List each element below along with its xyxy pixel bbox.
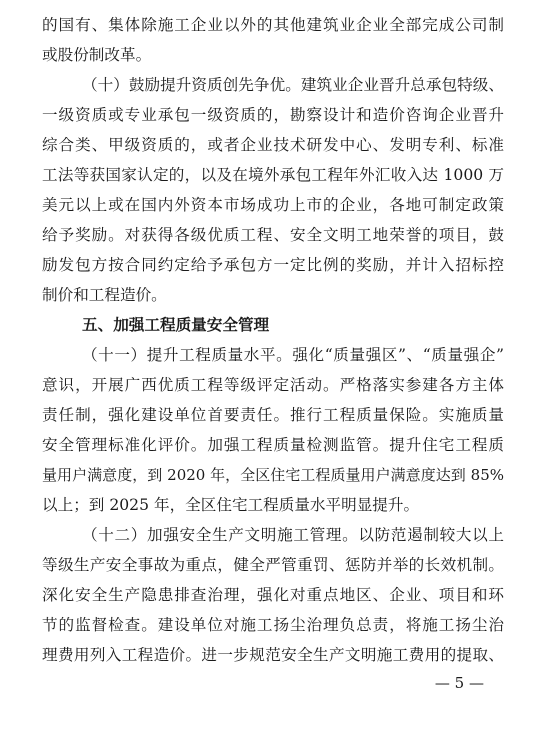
- text-line: 制价和工程造价。: [42, 286, 167, 304]
- section-heading: 五、加强工程质量安全管理: [82, 316, 270, 334]
- text-line: 或股份制改革。: [42, 46, 152, 64]
- text-line: 等级生产安全事故为重点，健全严管重罚、惩防并举的长效机制。: [42, 556, 504, 574]
- text-line: 安全管理标准化评价。加强工程质量检测监管。提升住宅工程质: [42, 436, 504, 454]
- text-line: 意识，开展广西优质工程等级评定活动。严格落实参建各方主体: [42, 376, 504, 394]
- text-line: 深化安全生产隐患排查治理，强化对重点地区、企业、项目和环: [42, 586, 504, 604]
- text-line: 工法等获国家认定的，以及在境外承包工程年外汇收入达 1000 万: [42, 166, 504, 184]
- text-line: 的国有、集体除施工企业以外的其他建筑业企业全部完成公司制: [42, 16, 504, 34]
- text-line: 给予奖励。对获得各级优质工程、安全文明工地荣誉的项目，鼓: [42, 226, 504, 244]
- paragraph-10-start: （十）鼓励提升资质创先争优。建筑业企业晋升总承包特级、: [82, 76, 504, 94]
- text-line: 责任制，强化建设单位首要责任。推行工程质量保险。实施质量: [42, 406, 504, 424]
- text-line: 量用户满意度，到 2020 年，全区住宅工程质量用户满意度达到 85%: [42, 466, 504, 484]
- text-line: 一级资质或专业承包一级资质的，勘察设计和造价咨询企业晋升: [42, 106, 504, 124]
- text-line: 理费用列入工程造价。进一步规范安全生产文明施工费用的提取、: [42, 646, 504, 664]
- paragraph-11-start: （十一）提升工程质量水平。强化“质量强区”、“质量强企”: [82, 346, 504, 364]
- text-line: 美元以上或在国内外资本市场成功上市的企业，各地可制定政策: [42, 196, 504, 214]
- text-line: 励发包方按合同约定给予承包方一定比例的奖励，并计入招标控: [42, 256, 504, 274]
- text-line: 以上；到 2025 年，全区住宅工程质量水平明显提升。: [42, 496, 420, 514]
- paragraph-12-start: （十二）加强安全生产文明施工管理。以防范遏制较大以上: [82, 526, 504, 544]
- page-number: — 5 —: [434, 674, 484, 692]
- text-line: 节的监督检查。建设单位对施工扬尘治理负总责，将施工扬尘治: [42, 616, 504, 634]
- text-line: 综合类、甲级资质的，或者企业技术研发中心、发明专利、标准: [42, 136, 504, 154]
